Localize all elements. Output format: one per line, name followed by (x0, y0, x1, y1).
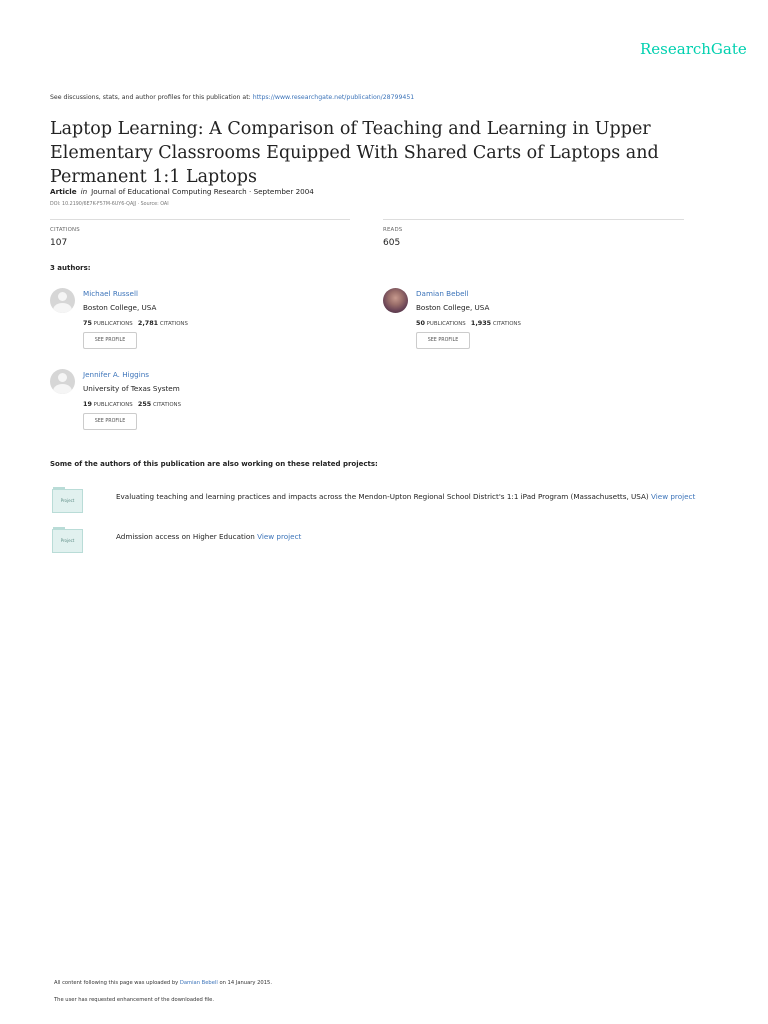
authors-heading: 3 authors: (50, 264, 91, 272)
publication-title: Laptop Learning: A Comparison of Teaching and Learning in Upper Elementary Classrooms Equipped With Shared Carts of Laptops and Permanent 1:1 Laptops (50, 119, 659, 187)
divider-citations (50, 219, 350, 220)
author-institution: University of Texas System (83, 384, 180, 393)
project-folder-icon: Project (52, 489, 83, 513)
citations-label: CITATIONS (50, 227, 80, 233)
author-stats: 19 PUBLICATIONS 255 CITATIONS (83, 400, 182, 408)
project-folder-icon: Project (52, 529, 83, 553)
citations-value: 107 (50, 238, 68, 248)
see-discussions-line (50, 94, 414, 101)
project-row (50, 529, 730, 555)
enhancement-note: The user has requested enhancement of the downloaded file. (54, 997, 215, 1003)
view-project-link[interactable]: View project (651, 492, 696, 501)
uploader-link[interactable]: Damian Bebell (179, 980, 218, 986)
avatar-placeholder-icon[interactable] (50, 288, 75, 313)
reads-label: READS (383, 227, 403, 233)
doi-line: DOI: 10.2190/6E7K-F57M-6UY6-QAJJ · Source: OAI (50, 202, 169, 207)
author-institution: Boston College, USA (416, 303, 490, 312)
see-discussions-text: See discussions, stats, and author profiles for this publication at: (50, 94, 251, 101)
author-stats: 75 PUBLICATIONS 2,781 CITATIONS (83, 319, 188, 327)
journal-name[interactable]: Journal of Educational Computing Research · September 2004 (91, 187, 314, 196)
author-name-link[interactable]: Michael Russell (83, 289, 138, 298)
avatar-placeholder-icon[interactable] (50, 369, 75, 394)
author-name-link[interactable]: Jennifer A. Higgins (83, 370, 150, 379)
divider-reads (383, 219, 684, 220)
projects-heading: Some of the authors of this publication are also working on these related projects: (50, 460, 378, 468)
see-profile-button[interactable]: SEE PROFILE (83, 332, 137, 349)
publication-url-link[interactable]: https://www.researchgate.net/publication/28799451 (252, 94, 415, 101)
article-meta (50, 187, 314, 196)
article-type: Article (50, 187, 77, 196)
author-card (383, 288, 683, 358)
author-card (50, 369, 350, 439)
author-name-link[interactable]: Damian Bebell (416, 289, 469, 298)
author-card (50, 288, 350, 358)
view-project-link[interactable]: View project (257, 532, 302, 541)
upload-note: All content following this page was uploaded by Damian Bebell on 14 January 2015. (54, 980, 272, 986)
project-description: Admission access on Higher Education View project (116, 532, 302, 541)
author-institution: Boston College, USA (83, 303, 157, 312)
article-in: in (80, 187, 88, 196)
see-profile-button[interactable]: SEE PROFILE (416, 332, 470, 349)
reads-value: 605 (383, 238, 401, 248)
project-description: Evaluating teaching and learning practices and impacts across the Mendon-Upton Regional School District's 1:1 iPad Program (Massachusetts, USA) View project (116, 492, 696, 501)
see-profile-button[interactable]: SEE PROFILE (83, 413, 137, 430)
author-photo-avatar[interactable] (383, 288, 408, 313)
author-stats: 50 PUBLICATIONS 1,935 CITATIONS (416, 319, 521, 327)
project-row (50, 489, 730, 515)
researchgate-logo[interactable]: ResearchGate (640, 40, 747, 58)
